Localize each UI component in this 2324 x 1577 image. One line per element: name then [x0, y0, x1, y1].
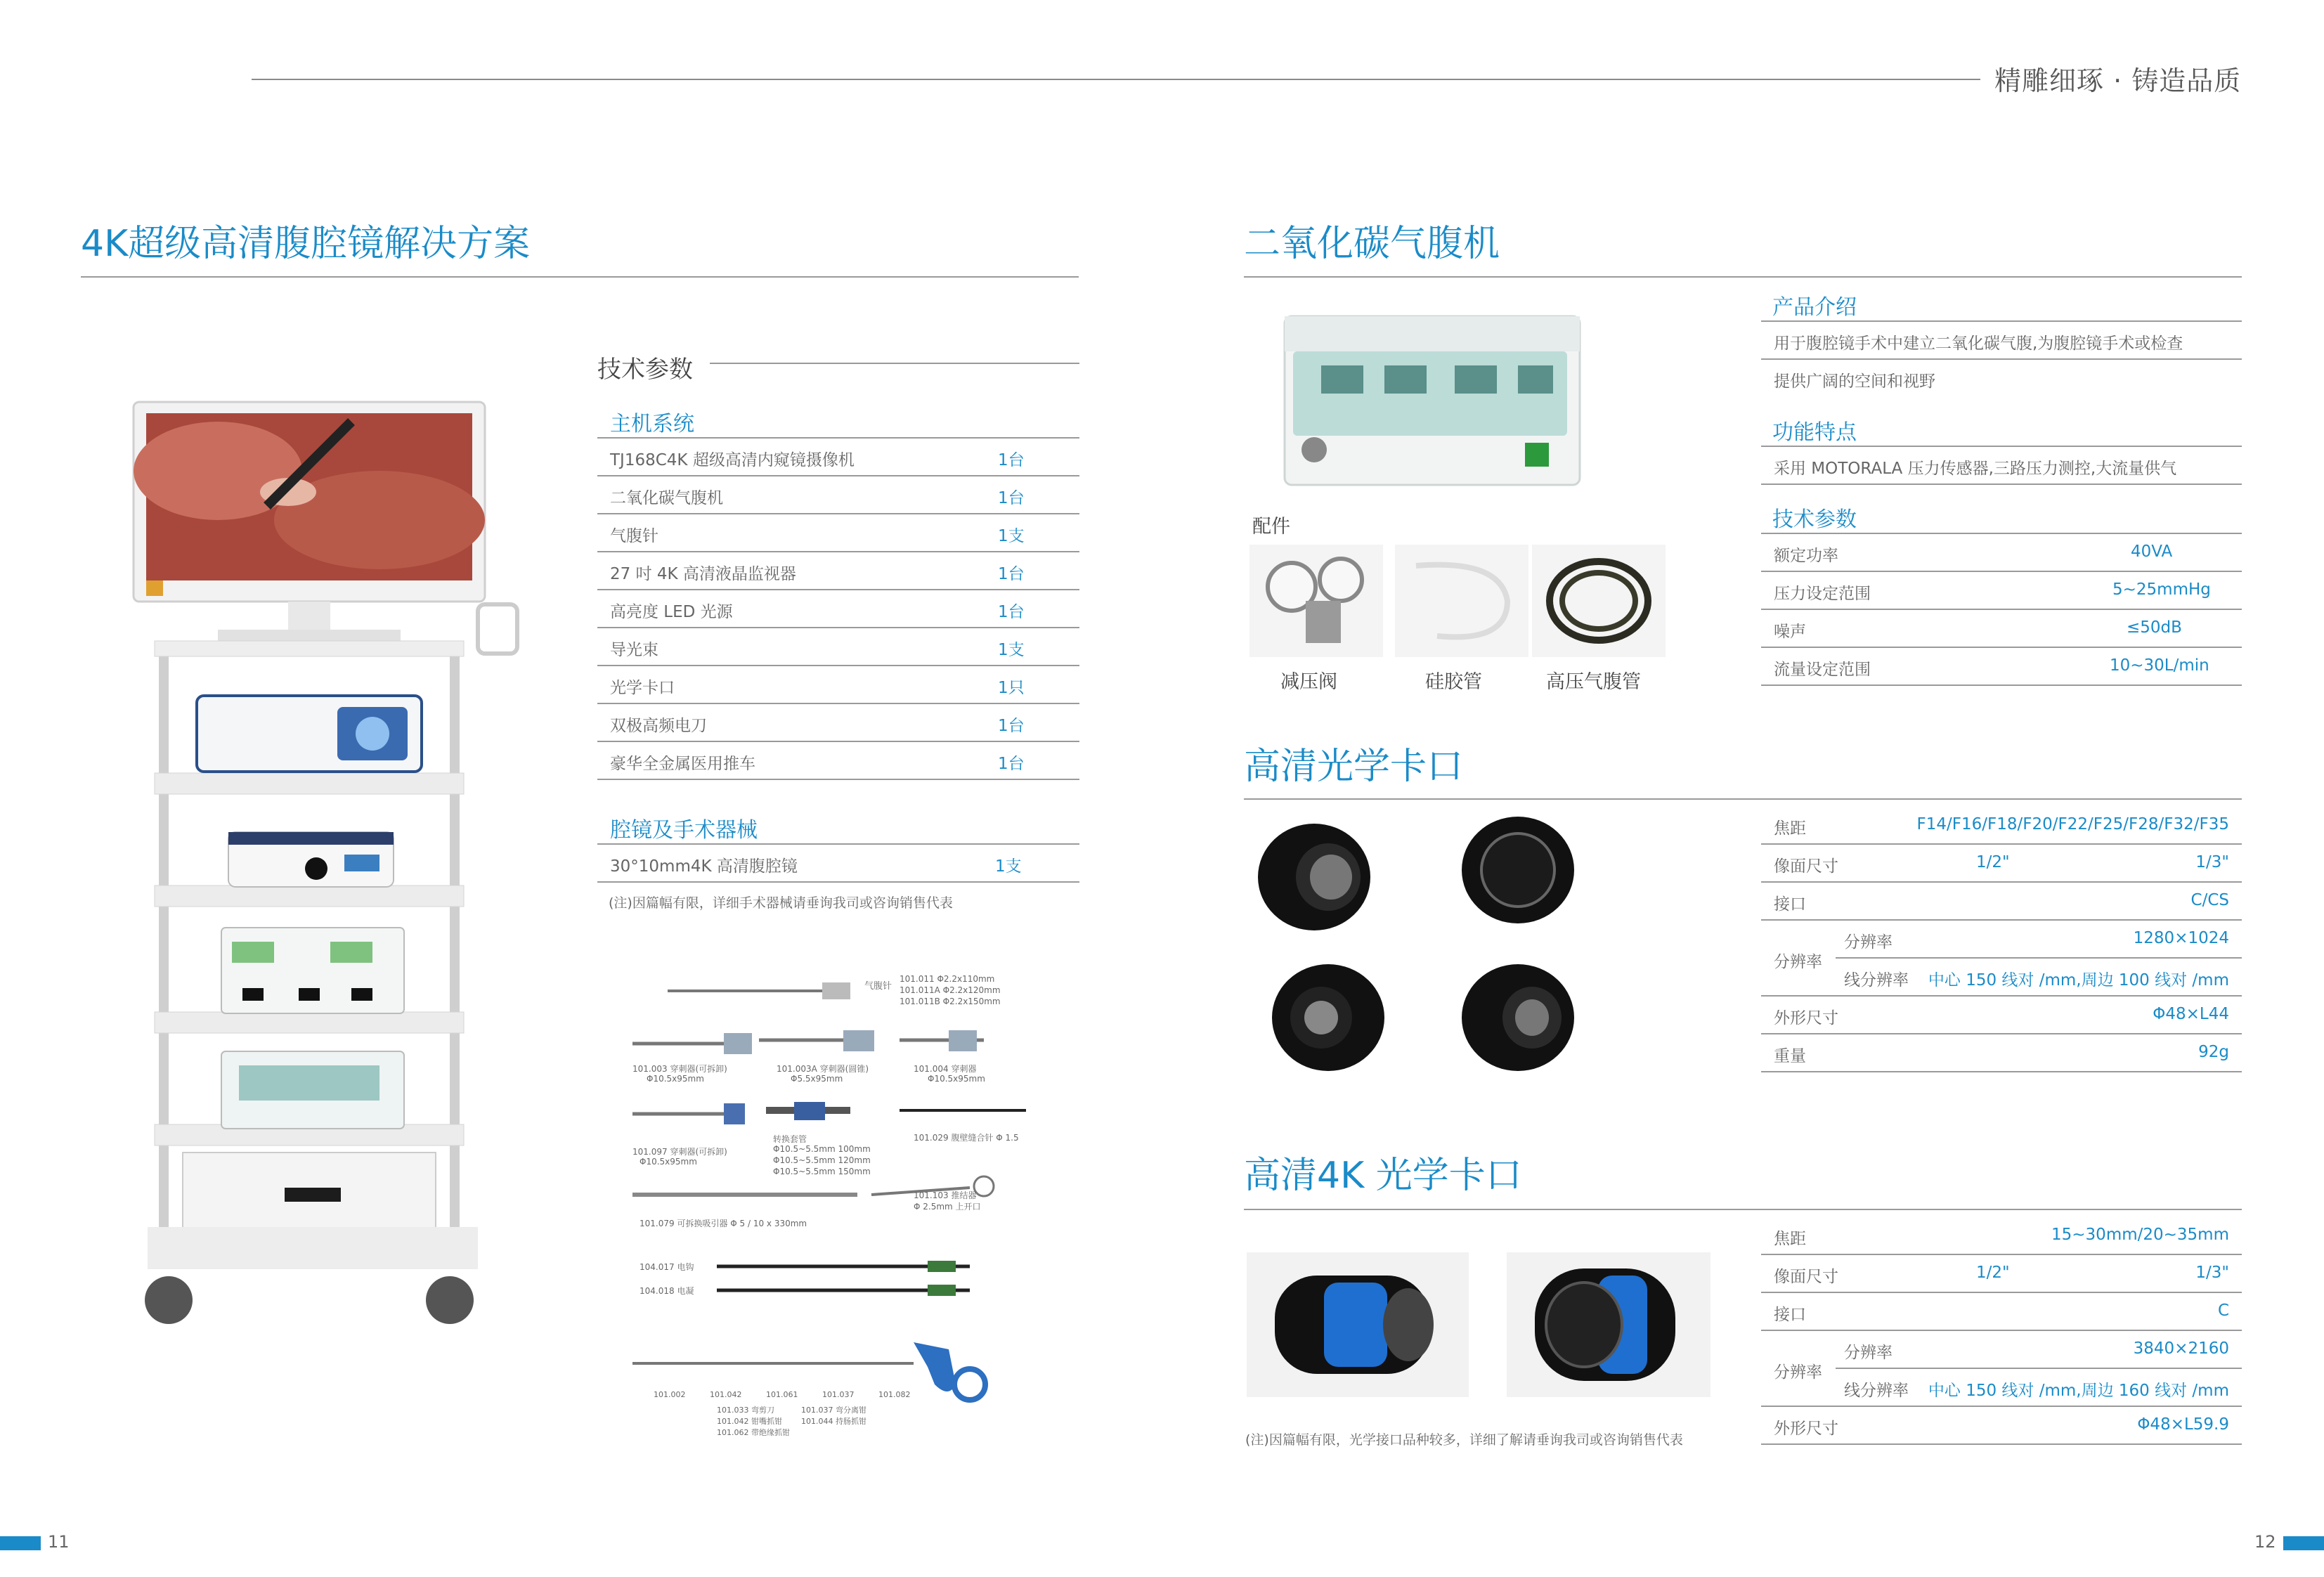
- label-j: Φ10.5x95mm: [928, 1074, 985, 1084]
- host-row: TJ168C4K 超级高清内窥镜摄像机 1台: [597, 439, 1079, 476]
- optic-title-rule: [1244, 798, 2242, 800]
- label-h: Φ5.5x95mm: [791, 1074, 843, 1084]
- surgical-instruments-image: [618, 963, 1054, 1455]
- optic-focal-row: 焦距 F14/F16/F18/F20/F22/F25/F28/F32/F35: [1761, 807, 2242, 845]
- left-page-mark: [0, 1536, 41, 1550]
- optic4k-size-row: 像面尺寸 1/2" 1/3": [1761, 1255, 2242, 1293]
- label-e: 101.003 穿刺器(可拆卸): [632, 1064, 727, 1074]
- host-row: 高亮度 LED 光源 1台: [597, 590, 1079, 628]
- intro-title: 产品介绍: [1772, 295, 1857, 320]
- host-row: 二氧化碳气腹机 1台: [597, 476, 1079, 514]
- feature-line: 采用 MOTORALA 压力传感器,三路压力测控,大流量供气: [1761, 447, 2242, 485]
- label-d: 101.011B Φ2.2x150mm: [900, 997, 1001, 1006]
- optic-dim-row: 外形尺寸 Φ48×L44: [1761, 997, 2242, 1034]
- optic4k-res-block: 分辨率 分辨率 3840×2160 线分辨率 中心 150 线对 /mm,周边 160 线对 /mm: [1761, 1331, 2242, 1407]
- intro-line: 提供广阔的空间和视野: [1774, 372, 1935, 391]
- label-k: 101.097 穿刺器(可拆卸): [632, 1147, 727, 1157]
- label-c: 101.011A Φ2.2x120mm: [900, 985, 1001, 995]
- label-i: 101.004 穿刺器: [914, 1064, 977, 1074]
- high-pressure-tube-image: [1532, 545, 1666, 657]
- label-x: 101.033 弯剪刀: [717, 1406, 774, 1415]
- optic4k-title-rule: [1244, 1209, 2242, 1210]
- label-s: 101.103 推结器: [914, 1190, 977, 1200]
- left-page-number: 11: [48, 1532, 70, 1552]
- optical-coupler-4k-image: [1247, 1252, 1710, 1400]
- label-w1: 101.002: [654, 1390, 686, 1399]
- acc-label-valve: 减压阀: [1280, 671, 1337, 693]
- header-rule: [252, 79, 1980, 80]
- co2-tech-row: 噪声 ≤50dB: [1761, 610, 2242, 648]
- label-o: Φ10.5~5.5mm 120mm: [773, 1155, 871, 1165]
- co2-insufflator-image: [1279, 309, 1588, 495]
- optic-size-row: 像面尺寸 1/2" 1/3": [1761, 845, 2242, 883]
- label-r: 101.079 可拆换吸引器 Φ 5 / 10 x 330mm: [640, 1219, 807, 1228]
- left-note: (注)因篇幅有限，详细手术器械请垂询我司或咨询销售代表: [609, 895, 953, 911]
- intro-line: 用于腹腔镜手术中建立二氧化碳气腹,为腹腔镜手术或检查: [1761, 322, 2242, 360]
- right-page-mark: [2283, 1536, 2324, 1550]
- host-row: 双极高频电刀 1台: [597, 704, 1079, 742]
- label-n: Φ10.5~5.5mm 100mm: [773, 1144, 871, 1154]
- laparoscopy-cart-image: [126, 394, 534, 1370]
- host-row: 光学卡口 1只: [597, 666, 1079, 704]
- host-row: 气腹针 1支: [597, 514, 1079, 552]
- optic-title: 高清光学卡口: [1244, 746, 1464, 788]
- co2-tech-row: 压力设定范围 5~25mmHg: [1761, 572, 2242, 610]
- label-w4: 101.037: [822, 1390, 855, 1399]
- label-ab: 101.044 持肠抓钳: [801, 1417, 866, 1426]
- label-q: 101.029 腹壁缝合针 Φ 1.5: [914, 1133, 1019, 1143]
- co2-title-rule: [1244, 276, 2242, 278]
- optic4k-focal-row: 焦距 15~30mm/20~35mm: [1761, 1217, 2242, 1255]
- slogan: 精雕细琢 · 铸造品质: [1994, 65, 2242, 96]
- right-page-number: 12: [2254, 1532, 2276, 1552]
- optic4k-port-row: 接口 C: [1761, 1293, 2242, 1331]
- left-title-rule: [81, 276, 1079, 278]
- label-l: Φ10.5x95mm: [640, 1157, 697, 1167]
- scope-row: 30°10mm4K 高清腹腔镜 1支: [597, 845, 1079, 883]
- co2-tech-row: 额定功率 40VA: [1761, 534, 2242, 572]
- host-row: 27 吋 4K 高清液晶监视器 1台: [597, 552, 1079, 590]
- left-tech-rule: [710, 363, 1079, 364]
- label-t: Φ 2.5mm 上开口: [914, 1202, 981, 1212]
- label-w5: 101.082: [878, 1390, 911, 1399]
- label-b: 101.011 Φ2.2x110mm: [900, 974, 995, 984]
- label-w3: 101.061: [766, 1390, 798, 1399]
- label-a: 气腹针: [864, 981, 892, 992]
- left-title: 4K超级高清腹腔镜解决方案: [81, 223, 531, 265]
- silicone-tube-image: [1395, 545, 1528, 657]
- optic-res-block: 分辨率 分辨率 1280×1024 线分辨率 中心 150 线对 /mm,周边 100 线对 /mm: [1761, 921, 2242, 997]
- accessories-label: 配件: [1252, 516, 1290, 538]
- co2-tech-row: 流量设定范围 10~30L/min: [1761, 648, 2242, 686]
- acc-label-silicone: 硅胶管: [1425, 671, 1482, 693]
- label-m: 转换套管: [773, 1134, 807, 1144]
- feature-title: 功能特点: [1772, 420, 1857, 445]
- label-aa: 101.037 弯分离钳: [801, 1406, 866, 1415]
- left-tech-title: 技术参数: [597, 356, 693, 384]
- optic4k-dim-row: 外形尺寸 Φ48×L59.9: [1761, 1407, 2242, 1445]
- host-system-title: 主机系统: [610, 412, 694, 436]
- label-v: 104.018 电凝: [640, 1286, 694, 1296]
- optic-port-row: 接口 C/CS: [1761, 883, 2242, 921]
- label-y: 101.042 钳嘴抓钳: [717, 1417, 782, 1426]
- label-z: 101.062 带绝缘抓钳: [717, 1428, 790, 1437]
- label-f: Φ10.5x95mm: [647, 1074, 704, 1084]
- label-p: Φ10.5~5.5mm 150mm: [773, 1167, 871, 1176]
- optic4k-note: (注)因篇幅有限，光学接口品种较多，详细了解请垂询我司或咨询销售代表: [1245, 1432, 1683, 1448]
- acc-label-hose: 高压气腹管: [1546, 671, 1641, 693]
- optic-weight-row: 重量 92g: [1761, 1034, 2242, 1072]
- host-row: 豪华全金属医用推车 1台: [597, 742, 1079, 780]
- host-row: 导光束 1支: [597, 628, 1079, 666]
- label-w2: 101.042: [710, 1390, 742, 1399]
- label-u: 104.017 电钩: [640, 1262, 694, 1272]
- co2-title: 二氧化碳气腹机: [1244, 223, 1500, 265]
- label-g: 101.003A 穿刺器(圆锥): [777, 1064, 869, 1074]
- scope-title: 腔镜及手术器械: [610, 818, 758, 843]
- co2-tech-title: 技术参数: [1772, 507, 1857, 532]
- optic4k-title: 高清4K 光学卡口: [1244, 1155, 1522, 1197]
- optical-coupler-image: [1251, 814, 1658, 1088]
- pressure-valve-image: [1249, 545, 1383, 657]
